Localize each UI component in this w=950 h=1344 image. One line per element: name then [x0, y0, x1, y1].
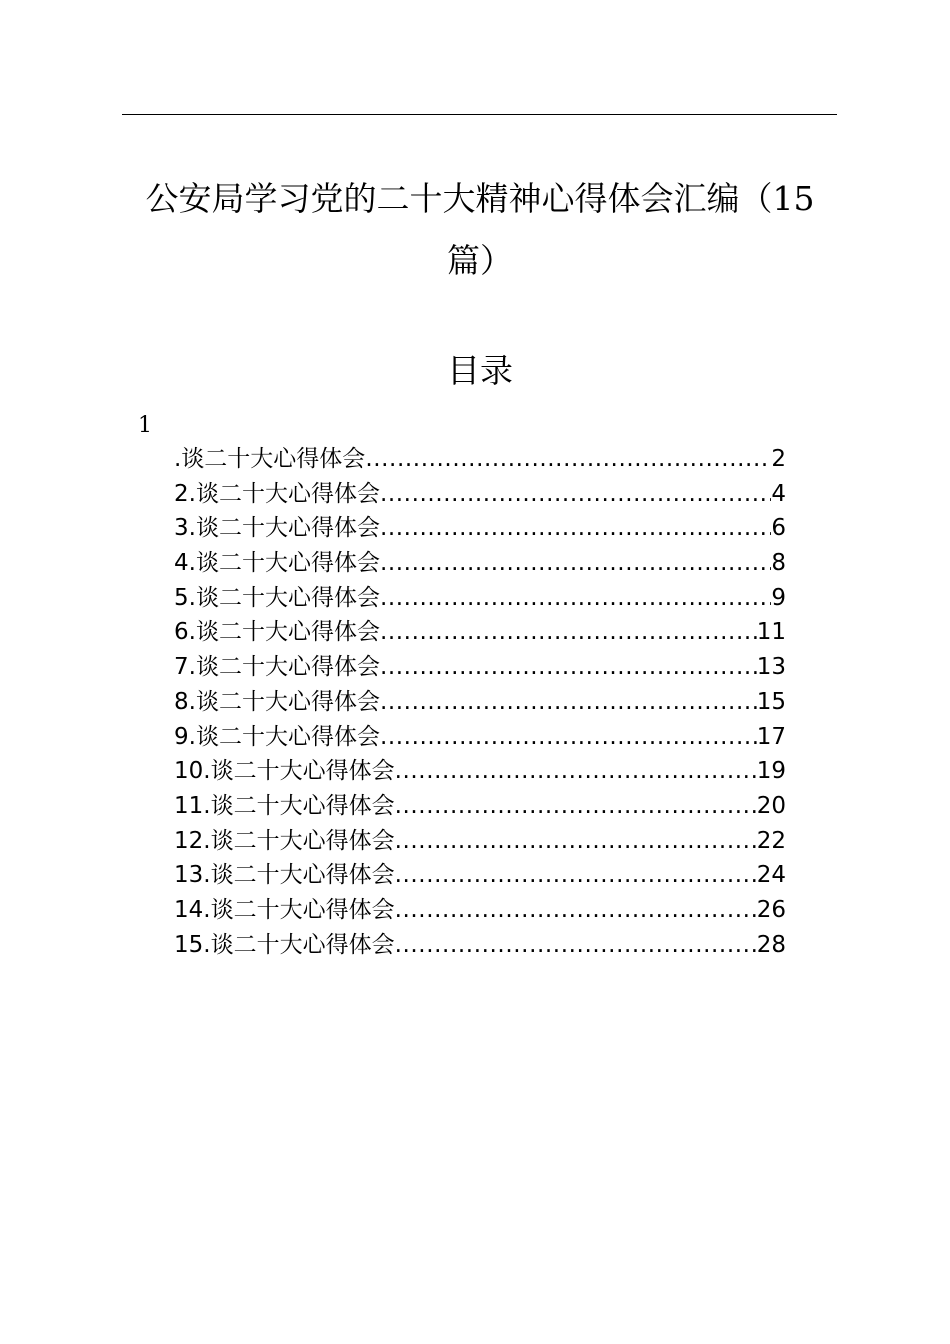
toc-dot-leader	[395, 754, 757, 789]
toc-entry-page-number: 24	[756, 862, 786, 889]
toc-dot-leader	[380, 581, 771, 616]
toc-entry[interactable]	[174, 928, 786, 963]
toc-entry-page-number: 11	[756, 619, 786, 646]
header-rule	[122, 114, 837, 115]
toc-entry-label: 12.谈二十大心得体会	[174, 827, 395, 854]
toc-entry-label: 4.谈二十大心得体会	[174, 550, 380, 577]
toc-heading: 目录	[447, 351, 513, 390]
toc-dot-leader	[380, 685, 757, 720]
toc-first-number: 1	[138, 413, 152, 438]
toc-dot-leader	[380, 477, 771, 512]
toc-entry[interactable]	[174, 511, 786, 546]
toc-entry-label: 11.谈二十大心得体会	[174, 792, 395, 819]
toc-entry[interactable]	[174, 858, 786, 893]
toc-entry[interactable]	[174, 893, 786, 928]
toc-entry[interactable]	[174, 546, 786, 581]
toc-entry-label: 2.谈二十大心得体会	[174, 480, 380, 507]
toc-dot-leader	[380, 650, 757, 685]
toc-entry-page-number: 2	[771, 446, 786, 472]
toc-entry[interactable]	[174, 477, 786, 512]
toc-dot-leader	[380, 615, 757, 650]
toc-dot-leader	[380, 546, 771, 581]
toc-entry-label: 6.谈二十大心得体会	[174, 619, 380, 646]
toc-entry-label: 7.谈二十大心得体会	[174, 654, 380, 681]
toc-dot-leader	[380, 720, 757, 755]
toc-dot-leader	[395, 858, 757, 893]
toc-entry[interactable]	[174, 650, 786, 685]
toc-entry-page-number: 13	[756, 654, 786, 681]
toc-entry[interactable]	[174, 789, 786, 824]
toc-entry-page-number: 6	[771, 515, 786, 542]
toc-entry[interactable]	[174, 824, 786, 859]
toc-entry[interactable]	[174, 581, 786, 616]
toc-dot-leader	[395, 893, 757, 928]
toc-entry-label: .谈二十大心得体会	[174, 446, 366, 472]
toc-entry-label: 13.谈二十大心得体会	[174, 862, 395, 889]
toc-dot-leader	[395, 824, 757, 859]
toc-entry-page-number: 26	[756, 896, 786, 923]
toc-entry-label: 15.谈二十大心得体会	[174, 931, 395, 958]
toc-entry-page-number: 4	[771, 480, 786, 507]
title-line-2: 篇）	[447, 241, 513, 280]
table-of-contents	[174, 442, 786, 962]
title-line-1: 公安局学习党的二十大精神心得体会汇编（	[145, 179, 773, 218]
toc-entry-page-number: 8	[771, 550, 786, 577]
toc-entry-label: 8.谈二十大心得体会	[174, 688, 380, 715]
toc-entry[interactable]	[174, 442, 786, 477]
toc-entry-page-number: 22	[756, 827, 786, 854]
toc-dot-leader	[380, 511, 771, 546]
toc-entry-page-number: 9	[771, 584, 786, 611]
toc-dot-leader	[395, 789, 757, 824]
toc-entry-page-number: 20	[756, 792, 786, 819]
toc-entry-label: 3.谈二十大心得体会	[174, 515, 380, 542]
toc-entry-page-number: 19	[756, 758, 786, 785]
toc-entry-label: 14.谈二十大心得体会	[174, 896, 395, 923]
toc-entry[interactable]	[174, 754, 786, 789]
toc-entry-page-number: 15	[756, 688, 786, 715]
toc-entry[interactable]	[174, 615, 786, 650]
toc-entry-label: 10.谈二十大心得体会	[174, 758, 395, 785]
document-title	[120, 168, 840, 292]
toc-entry[interactable]	[174, 685, 786, 720]
toc-entry-label: 9.谈二十大心得体会	[174, 723, 380, 750]
toc-dot-leader	[365, 442, 771, 477]
toc-entry-label: 5.谈二十大心得体会	[174, 584, 380, 611]
toc-entry-page-number: 17	[756, 723, 786, 750]
title-count: 15	[772, 179, 815, 218]
toc-entry-page-number: 28	[756, 931, 786, 958]
toc-entry[interactable]	[174, 720, 786, 755]
toc-dot-leader	[395, 928, 757, 963]
